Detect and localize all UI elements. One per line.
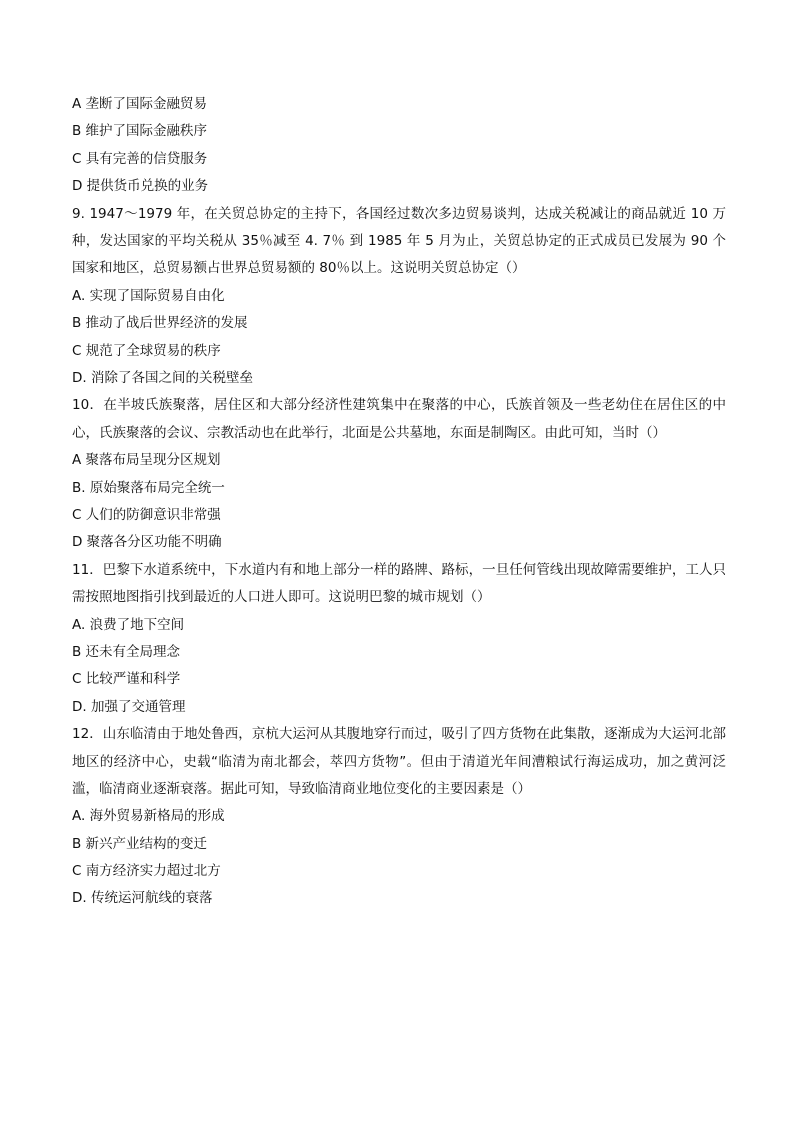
q12-option-c: C 南方经济实力超过北方 <box>72 863 221 880</box>
q9-option-a: A. 实现了国际贸易自由化 <box>72 287 225 304</box>
q12-option-b: B 新兴产业结构的变迁 <box>72 835 208 852</box>
q12-option-a: A. 海外贸易新格局的形成 <box>72 808 225 825</box>
q11-option-d: D. 加强了交通管理 <box>72 698 186 715</box>
q10-option-a: A 聚落布局呈现分区规划 <box>72 452 221 469</box>
q10-stem: 10．在半坡氏族聚落，居住区和大部分经济性建筑集中在聚落的中心，氏族首领及一些老幼住在居住区的中心，氏族聚落的会议、宗教活动也在此举行，北面是公共墓地，东面是制陶区。由此可知，当时（） <box>72 397 726 441</box>
q9-option-c: C 规范了全球贸易的秩序 <box>72 342 221 359</box>
q9-option-b: B 推动了战后世界经济的发展 <box>72 315 248 332</box>
question-10 <box>72 392 726 556</box>
q9-stem: 9. 1947～1979 年，在关贸总协定的主持下，各国经过数次多边贸易谈判，达成关税减让的商品就近 10 万种，发达国家的平均关税从 35％减至 4. 7％ 到 1985 年 5 月为止，关贸总协定的正式成员已发展为 90 个国家和地区，总贸易额占世界总贸易额的 80％以上。这说明关贸总协定（） <box>72 205 726 277</box>
q10-option-c: C 人们的防御意识非常强 <box>72 506 221 523</box>
question-11 <box>72 557 726 721</box>
q11-option-a: A. 浪费了地下空间 <box>72 616 185 633</box>
question-12 <box>72 721 726 913</box>
q8-option-d: D 提供货币兑换的业务 <box>72 178 209 195</box>
exam-page <box>72 91 726 913</box>
q9-option-d: D. 消除了各国之间的关税壁垒 <box>72 369 253 386</box>
q8-option-a: A 垄断了国际金融贸易 <box>72 96 208 112</box>
q8-option-c: C 具有完善的信贷服务 <box>72 150 208 167</box>
q12-option-d: D. 传统运河航线的衰落 <box>72 890 213 907</box>
question-8-options <box>72 91 726 201</box>
q11-stem: 11．巴黎下水道系统中，下水道内有和地上部分一样的路牌、路标，一旦任何管线出现故障需要维护，工人只需按照地图指引找到最近的人口进人即可。这说明巴黎的城市规划（） <box>72 561 726 606</box>
question-9 <box>72 201 726 393</box>
q11-option-b: B 还未有全局理念 <box>72 643 181 660</box>
q12-stem: 12．山东临清由于地处鲁西，京杭大运河从其腹地穿行而过，吸引了四方货物在此集散，逐渐成为大运河北部地区的经济中心，史载“临清为南北都会，萃四方货物”。但由于清道光年间漕粮试行海运成功，加之黄河泛滥，临清商业逐渐衰落。据此可知，导致临清商业地位变化的主要因素是（） <box>72 726 726 797</box>
q10-option-d: D 聚落各分区功能不明确 <box>72 534 222 551</box>
q10-option-b: B. 原始聚落布局完全统一 <box>72 479 225 496</box>
q8-option-b: B 维护了国际金融秩序 <box>72 123 208 140</box>
q11-option-c: C 比较严谨和科学 <box>72 671 181 688</box>
